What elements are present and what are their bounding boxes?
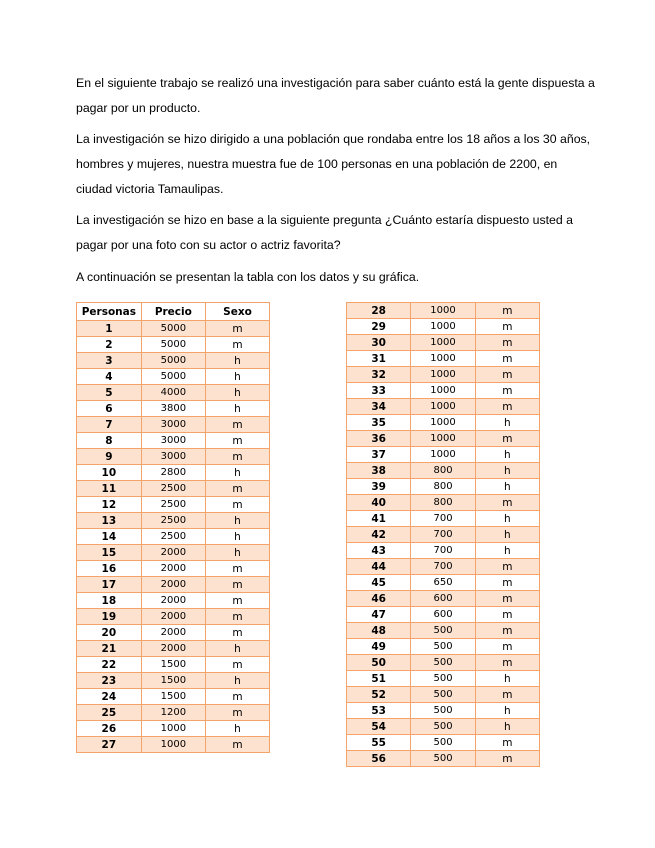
price-cell: 700 bbox=[411, 527, 475, 543]
price-cell: 800 bbox=[411, 479, 475, 495]
person-number-cell: 51 bbox=[347, 671, 411, 687]
person-number-cell: 27 bbox=[77, 737, 142, 753]
price-cell: 3800 bbox=[141, 401, 205, 417]
person-number-cell: 8 bbox=[77, 433, 142, 449]
header-sex: Sexo bbox=[205, 303, 269, 321]
table-row bbox=[347, 751, 540, 767]
price-cell: 1000 bbox=[411, 431, 475, 447]
table-row bbox=[347, 719, 540, 735]
table-row bbox=[347, 639, 540, 655]
sex-cell: m bbox=[475, 367, 539, 383]
sex-cell: m bbox=[205, 625, 269, 641]
price-cell: 2000 bbox=[141, 609, 205, 625]
person-number-cell: 29 bbox=[347, 319, 411, 335]
person-number-cell: 19 bbox=[77, 609, 142, 625]
table-row bbox=[77, 513, 270, 529]
price-cell: 800 bbox=[411, 495, 475, 511]
person-number-cell: 21 bbox=[77, 641, 142, 657]
price-cell: 500 bbox=[411, 623, 475, 639]
sex-cell: h bbox=[475, 511, 539, 527]
price-cell: 1000 bbox=[141, 721, 205, 737]
price-cell: 700 bbox=[411, 543, 475, 559]
price-cell: 2500 bbox=[141, 497, 205, 513]
person-number-cell: 18 bbox=[77, 593, 142, 609]
table-header-row bbox=[77, 303, 270, 321]
person-number-cell: 20 bbox=[77, 625, 142, 641]
person-number-cell: 32 bbox=[347, 367, 411, 383]
population-paragraph: La investigación se hizo dirigido a una población que rondaba entre los 18 años a los 30 años, hombres y mujeres, nuestra muestra fue de 100 personas en una población de 2200, en ciudad victoria Tamaulipas. bbox=[76, 132, 591, 196]
person-number-cell: 44 bbox=[347, 559, 411, 575]
sex-cell: m bbox=[475, 399, 539, 415]
person-number-cell: 5 bbox=[77, 385, 142, 401]
table-row bbox=[77, 401, 270, 417]
person-number-cell: 43 bbox=[347, 543, 411, 559]
price-cell: 1000 bbox=[411, 399, 475, 415]
table-row bbox=[77, 721, 270, 737]
table-row bbox=[347, 559, 540, 575]
table-row bbox=[347, 415, 540, 431]
sex-cell: h bbox=[205, 673, 269, 689]
price-cell: 1500 bbox=[141, 657, 205, 673]
sex-cell: m bbox=[475, 575, 539, 591]
sex-cell: m bbox=[205, 609, 269, 625]
person-number-cell: 13 bbox=[77, 513, 142, 529]
table-row bbox=[347, 607, 540, 623]
price-cell: 1500 bbox=[141, 689, 205, 705]
table-row bbox=[77, 737, 270, 753]
sex-cell: h bbox=[205, 385, 269, 401]
price-cell: 700 bbox=[411, 559, 475, 575]
table-row bbox=[347, 463, 540, 479]
person-number-cell: 46 bbox=[347, 591, 411, 607]
price-cell: 2500 bbox=[141, 529, 205, 545]
table-row bbox=[347, 495, 540, 511]
table-row bbox=[77, 577, 270, 593]
sex-cell: m bbox=[205, 433, 269, 449]
price-cell: 500 bbox=[411, 735, 475, 751]
table-row bbox=[347, 431, 540, 447]
sex-cell: h bbox=[205, 721, 269, 737]
sex-cell: h bbox=[205, 401, 269, 417]
price-cell: 700 bbox=[411, 511, 475, 527]
price-cell: 5000 bbox=[141, 321, 205, 337]
person-number-cell: 52 bbox=[347, 687, 411, 703]
person-number-cell: 11 bbox=[77, 481, 142, 497]
person-number-cell: 56 bbox=[347, 751, 411, 767]
person-number-cell: 17 bbox=[77, 577, 142, 593]
person-number-cell: 31 bbox=[347, 351, 411, 367]
sex-cell: m bbox=[205, 481, 269, 497]
person-number-cell: 47 bbox=[347, 607, 411, 623]
price-cell: 2000 bbox=[141, 593, 205, 609]
sex-cell: h bbox=[205, 529, 269, 545]
table-row bbox=[77, 321, 270, 337]
question-paragraph: La investigación se hizo en base a la siguiente pregunta ¿Cuánto estaría dispuesto usted a pagar por una foto con su actor o actriz favorita? bbox=[76, 213, 573, 252]
price-cell: 500 bbox=[411, 719, 475, 735]
table-row bbox=[77, 705, 270, 721]
price-cell: 3000 bbox=[141, 449, 205, 465]
table-row bbox=[77, 369, 270, 385]
sex-cell: m bbox=[205, 689, 269, 705]
person-number-cell: 50 bbox=[347, 655, 411, 671]
table-row bbox=[347, 543, 540, 559]
sex-cell: h bbox=[475, 447, 539, 463]
person-number-cell: 4 bbox=[77, 369, 142, 385]
table-row bbox=[347, 671, 540, 687]
price-cell: 800 bbox=[411, 463, 475, 479]
price-cell: 500 bbox=[411, 671, 475, 687]
price-cell: 1000 bbox=[411, 319, 475, 335]
sex-cell: m bbox=[475, 383, 539, 399]
person-number-cell: 25 bbox=[77, 705, 142, 721]
person-number-cell: 16 bbox=[77, 561, 142, 577]
person-number-cell: 7 bbox=[77, 417, 142, 433]
person-number-cell: 2 bbox=[77, 337, 142, 353]
person-number-cell: 26 bbox=[77, 721, 142, 737]
table-row bbox=[77, 417, 270, 433]
price-cell: 500 bbox=[411, 751, 475, 767]
price-cell: 2000 bbox=[141, 625, 205, 641]
data-table-right bbox=[346, 302, 540, 767]
sex-cell: m bbox=[475, 607, 539, 623]
table-row bbox=[77, 673, 270, 689]
price-cell: 2800 bbox=[141, 465, 205, 481]
sex-cell: m bbox=[475, 335, 539, 351]
table-row bbox=[77, 529, 270, 545]
sex-cell: m bbox=[475, 623, 539, 639]
sex-cell: m bbox=[205, 561, 269, 577]
person-number-cell: 54 bbox=[347, 719, 411, 735]
sex-cell: m bbox=[475, 655, 539, 671]
person-number-cell: 10 bbox=[77, 465, 142, 481]
header-persons: Personas bbox=[77, 303, 142, 321]
sex-cell: m bbox=[205, 593, 269, 609]
price-cell: 500 bbox=[411, 655, 475, 671]
price-cell: 500 bbox=[411, 639, 475, 655]
table-row bbox=[77, 593, 270, 609]
sex-cell: m bbox=[475, 687, 539, 703]
price-cell: 500 bbox=[411, 703, 475, 719]
data-table-left bbox=[76, 302, 270, 753]
sex-cell: m bbox=[475, 319, 539, 335]
sex-cell: m bbox=[475, 559, 539, 575]
person-number-cell: 1 bbox=[77, 321, 142, 337]
sex-cell: m bbox=[475, 639, 539, 655]
sex-cell: m bbox=[205, 657, 269, 673]
person-number-cell: 34 bbox=[347, 399, 411, 415]
table-row bbox=[347, 319, 540, 335]
table-row bbox=[77, 481, 270, 497]
sex-cell: h bbox=[475, 719, 539, 735]
price-cell: 1500 bbox=[141, 673, 205, 689]
sex-cell: m bbox=[205, 321, 269, 337]
price-cell: 4000 bbox=[141, 385, 205, 401]
price-cell: 500 bbox=[411, 687, 475, 703]
price-cell: 5000 bbox=[141, 337, 205, 353]
price-cell: 2500 bbox=[141, 513, 205, 529]
person-number-cell: 24 bbox=[77, 689, 142, 705]
sex-cell: h bbox=[205, 465, 269, 481]
price-cell: 1000 bbox=[411, 367, 475, 383]
person-number-cell: 40 bbox=[347, 495, 411, 511]
price-cell: 2000 bbox=[141, 577, 205, 593]
table-row bbox=[77, 641, 270, 657]
table-row bbox=[77, 625, 270, 641]
price-cell: 600 bbox=[411, 591, 475, 607]
person-number-cell: 45 bbox=[347, 575, 411, 591]
table-row bbox=[347, 735, 540, 751]
table-row bbox=[347, 703, 540, 719]
price-cell: 5000 bbox=[141, 369, 205, 385]
price-cell: 2500 bbox=[141, 481, 205, 497]
table-row bbox=[77, 465, 270, 481]
sex-cell: m bbox=[475, 303, 539, 319]
price-cell: 600 bbox=[411, 607, 475, 623]
sex-cell: h bbox=[475, 527, 539, 543]
sex-cell: m bbox=[205, 417, 269, 433]
table-row bbox=[347, 303, 540, 319]
sex-cell: m bbox=[475, 495, 539, 511]
table-intro-paragraph: A continuación se presentan la tabla con los datos y su gráfica. bbox=[76, 270, 420, 284]
table-row bbox=[77, 385, 270, 401]
sex-cell: h bbox=[205, 545, 269, 561]
sex-cell: h bbox=[205, 641, 269, 657]
sex-cell: m bbox=[475, 591, 539, 607]
sex-cell: m bbox=[205, 497, 269, 513]
sex-cell: h bbox=[475, 479, 539, 495]
intro-paragraph: En el siguiente trabajo se realizó una investigación para saber cuánto está la gente dispuesta a pagar por un producto. bbox=[76, 76, 595, 115]
person-number-cell: 38 bbox=[347, 463, 411, 479]
price-cell: 1000 bbox=[411, 335, 475, 351]
price-cell: 1200 bbox=[141, 705, 205, 721]
price-cell: 1000 bbox=[411, 303, 475, 319]
person-number-cell: 42 bbox=[347, 527, 411, 543]
person-number-cell: 30 bbox=[347, 335, 411, 351]
price-cell: 2000 bbox=[141, 561, 205, 577]
sex-cell: h bbox=[475, 463, 539, 479]
header-price: Precio bbox=[141, 303, 205, 321]
person-number-cell: 39 bbox=[347, 479, 411, 495]
table-row bbox=[347, 399, 540, 415]
person-number-cell: 49 bbox=[347, 639, 411, 655]
sex-cell: h bbox=[205, 369, 269, 385]
table-row bbox=[347, 687, 540, 703]
person-number-cell: 9 bbox=[77, 449, 142, 465]
price-cell: 1000 bbox=[411, 415, 475, 431]
person-number-cell: 22 bbox=[77, 657, 142, 673]
sex-cell: h bbox=[205, 353, 269, 369]
table-row bbox=[347, 527, 540, 543]
sex-cell: m bbox=[205, 449, 269, 465]
table-row bbox=[77, 449, 270, 465]
sex-cell: h bbox=[475, 671, 539, 687]
person-number-cell: 23 bbox=[77, 673, 142, 689]
person-number-cell: 55 bbox=[347, 735, 411, 751]
price-cell: 1000 bbox=[141, 737, 205, 753]
person-number-cell: 41 bbox=[347, 511, 411, 527]
table-row bbox=[77, 689, 270, 705]
person-number-cell: 6 bbox=[77, 401, 142, 417]
price-cell: 2000 bbox=[141, 545, 205, 561]
price-cell: 1000 bbox=[411, 447, 475, 463]
sex-cell: m bbox=[205, 337, 269, 353]
person-number-cell: 36 bbox=[347, 431, 411, 447]
price-cell: 5000 bbox=[141, 353, 205, 369]
table-row bbox=[77, 433, 270, 449]
table-row bbox=[77, 545, 270, 561]
table-row bbox=[347, 479, 540, 495]
table-row bbox=[347, 335, 540, 351]
person-number-cell: 33 bbox=[347, 383, 411, 399]
sex-cell: h bbox=[475, 415, 539, 431]
sex-cell: m bbox=[205, 705, 269, 721]
price-cell: 2000 bbox=[141, 641, 205, 657]
sex-cell: m bbox=[475, 351, 539, 367]
sex-cell: m bbox=[205, 737, 269, 753]
sex-cell: h bbox=[205, 513, 269, 529]
table-row bbox=[77, 561, 270, 577]
sex-cell: h bbox=[475, 543, 539, 559]
table-row bbox=[347, 623, 540, 639]
table-row bbox=[347, 655, 540, 671]
person-number-cell: 37 bbox=[347, 447, 411, 463]
table-row bbox=[347, 447, 540, 463]
table-row bbox=[347, 383, 540, 399]
table-row bbox=[77, 337, 270, 353]
person-number-cell: 14 bbox=[77, 529, 142, 545]
person-number-cell: 28 bbox=[347, 303, 411, 319]
sex-cell: m bbox=[205, 577, 269, 593]
sex-cell: h bbox=[475, 703, 539, 719]
sex-cell: m bbox=[475, 751, 539, 767]
price-cell: 1000 bbox=[411, 351, 475, 367]
table-row bbox=[77, 497, 270, 513]
price-cell: 1000 bbox=[411, 383, 475, 399]
table-row bbox=[347, 575, 540, 591]
table-row bbox=[77, 657, 270, 673]
person-number-cell: 15 bbox=[77, 545, 142, 561]
table-row bbox=[77, 353, 270, 369]
sex-cell: m bbox=[475, 431, 539, 447]
price-cell: 3000 bbox=[141, 417, 205, 433]
table-row bbox=[347, 511, 540, 527]
sex-cell: m bbox=[475, 735, 539, 751]
person-number-cell: 35 bbox=[347, 415, 411, 431]
table-row bbox=[347, 367, 540, 383]
person-number-cell: 3 bbox=[77, 353, 142, 369]
price-cell: 650 bbox=[411, 575, 475, 591]
person-number-cell: 12 bbox=[77, 497, 142, 513]
price-cell: 3000 bbox=[141, 433, 205, 449]
person-number-cell: 48 bbox=[347, 623, 411, 639]
table-row bbox=[347, 351, 540, 367]
person-number-cell: 53 bbox=[347, 703, 411, 719]
table-row bbox=[77, 609, 270, 625]
table-row bbox=[347, 591, 540, 607]
